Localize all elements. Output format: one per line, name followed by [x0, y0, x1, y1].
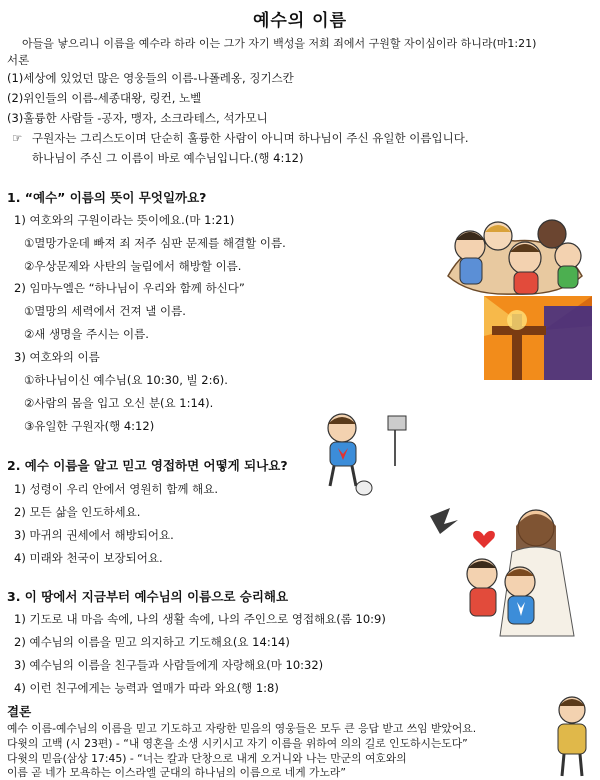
section-2-heading: 2. 예수 이름을 알고 믿고 영접하면 어떻게 되나요?	[7, 458, 288, 473]
pointing-hand-icon: ☞	[12, 131, 23, 145]
section-1-line: ①멸망의 세력에서 건져 낼 이름.	[24, 304, 186, 318]
section-3-line: 4) 이런 친구에게는 능력과 열매가 따라 와요(행 1:8)	[14, 681, 279, 695]
intro-note-line: 하나님이 주신 그 이름이 바로 예수님입니다.(행 4:12)	[32, 151, 304, 165]
section-1-line: 1) 여호와의 구원이라는 뜻이에요.(마 1:21)	[14, 213, 235, 227]
section-3-heading: 3. 이 땅에서 지금부터 예수님의 이름으로 승리해요	[7, 589, 289, 604]
intro-label: 서론	[7, 53, 30, 67]
intro-item: (3)훌륭한 사람들 -공자, 맹자, 소크라테스, 석가모니	[7, 111, 268, 125]
conclusion-line: 다윗의 믿음(삼상 17:45) - “너는 칼과 단창으로 내게 오거니와 나는 만군의 여호와의	[7, 752, 407, 765]
section-3-line: 1) 기도로 내 마음 속에, 나의 생활 속에, 나의 주인으로 영접해요(롬 10:9)	[14, 612, 386, 626]
page-title: 예수의 이름	[252, 11, 348, 31]
section-1-line: ①하나님이신 예수님(요 10:30, 빌 2:6).	[24, 373, 228, 387]
section-2-line: 1) 성령이 우리 안에서 영원히 함께 해요.	[14, 482, 219, 496]
section-1-line: ②사람의 몸을 입고 오신 분(요 1:14).	[24, 396, 214, 410]
conclusion-line: 이름 곧 네가 모욕하는 이스라엘 군대의 하나님의 이름으로 네게 가노라”	[7, 766, 346, 779]
section-1-line: ②우상문제와 사탄의 눌림에서 해방할 이름.	[24, 259, 242, 273]
section-1-line: ③유일한 구원자(행 4:12)	[24, 419, 155, 433]
boy-bottom-illustration	[544, 690, 600, 778]
section-1-line: 2) 임마누엘은 “하나님이 우리와 함께 하신다”	[14, 281, 245, 295]
conclusion-line: 예수 이름-예수님의 이름을 믿고 기도하고 자랑한 믿음의 영웅들은 모두 큰 응답 받고 쓰임 받았어요.	[7, 722, 477, 735]
conclusion-label: 결론	[7, 704, 32, 719]
section-1-line: 3) 여호와의 이름	[14, 350, 100, 364]
intro-item: (2)위인들의 이름-세종대왕, 링컨, 노벨	[7, 91, 202, 105]
jesus-with-children-illustration	[424, 498, 594, 638]
cross-sunlight-illustration	[484, 296, 592, 380]
section-2-line: 2) 모든 삶을 인도하세요.	[14, 505, 141, 519]
section-2-line: 3) 마귀의 권세에서 해방되어요.	[14, 528, 174, 542]
section-3-line: 3) 예수님의 이름을 친구들과 사람들에게 자랑해요(마 10:32)	[14, 658, 324, 672]
conclusion-line: 다윗의 고백 (시 23편) - “내 영혼을 소생 시키시고 자기 이름을 위하여 의의 길로 인도하시는도다”	[7, 737, 468, 750]
section-1-line: ②새 생명을 주시는 이름.	[24, 327, 149, 341]
section-1-heading: 1. “예수” 이름의 뜻이 무엇일까요?	[7, 190, 207, 205]
verse-intro: 아들을 낳으리니 이름을 예수라 하라 이는 그가 자기 백성을 저희 죄에서 구원할 자이심이라 하니라(마1:21)	[22, 37, 537, 50]
intro-note-line: 구원자는 그리스도이며 단순히 훌륭한 사람이 아니며 하나님이 주신 유일한 이름입니다.	[32, 131, 469, 145]
section-2-line: 4) 미래와 천국이 보장되어요.	[14, 551, 163, 565]
children-group-illustration	[440, 196, 590, 301]
section-3-line: 2) 예수님의 이름을 믿고 의지하고 기도해요(요 14:14)	[14, 635, 290, 649]
intro-item: (1)세상에 있었던 많은 영웅들의 이름-나폴레옹, 징기스칸	[7, 71, 294, 85]
section-1-line: ①멸망가운데 빠져 죄 저주 심판 문제를 해결할 이름.	[24, 236, 286, 250]
boy-with-bag-illustration	[312, 408, 412, 498]
